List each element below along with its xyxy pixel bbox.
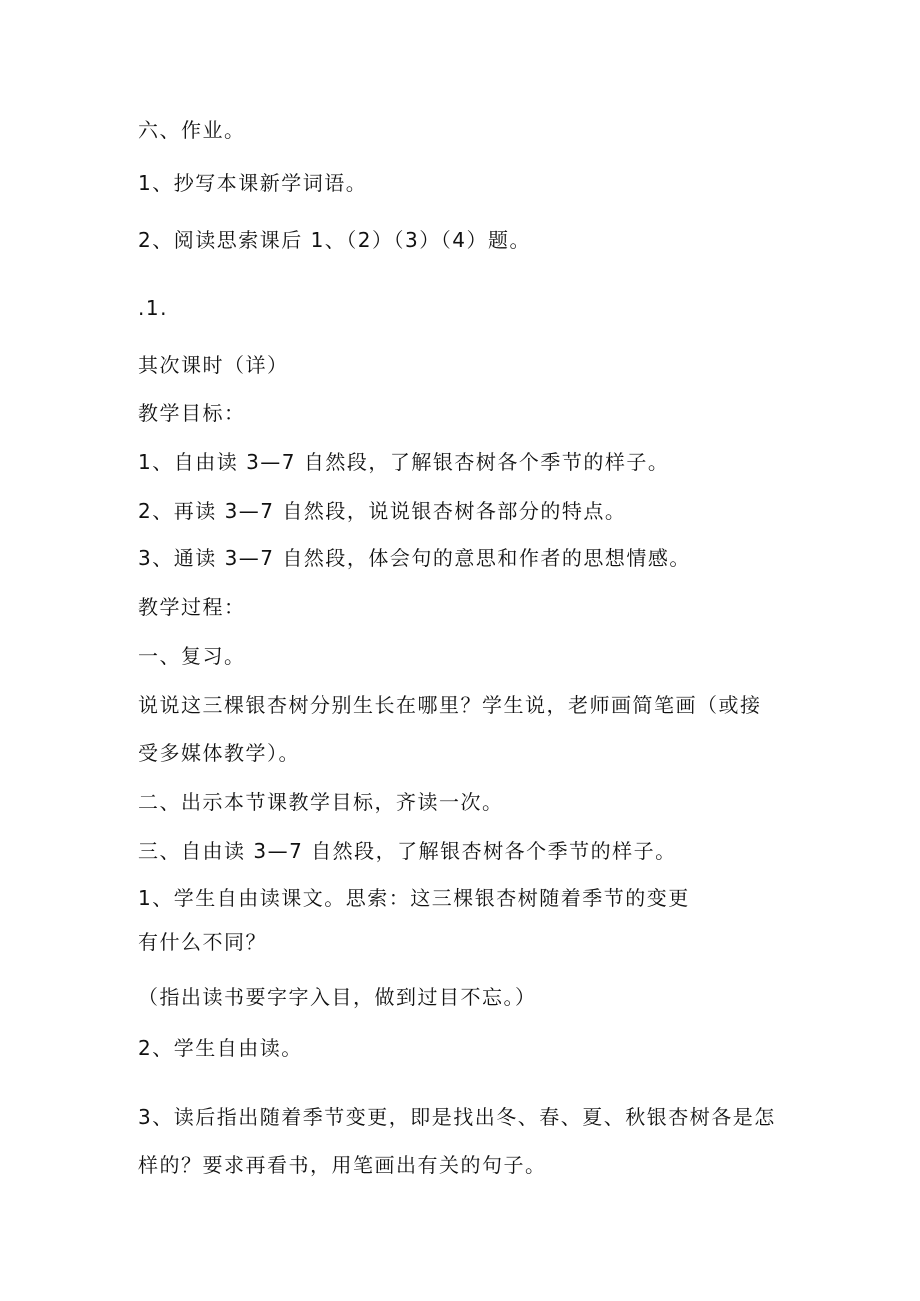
objective-1: 1、自由读 3—7 自然段，了解银杏树各个季节的样子。 (138, 450, 670, 474)
note-text: （指出读书要字字入目，做到过目不忘。） (138, 985, 537, 1009)
step-two: 二、出示本节课教学目标，齐读一次。 (138, 790, 504, 814)
substep-3-cont: 样的？要求再看书，用笔画出有关的句子。 (138, 1153, 547, 1177)
step-three: 三、自由读 3—7 自然段，了解银杏树各个季节的样子。 (138, 839, 677, 863)
page-number: .1. (138, 296, 168, 320)
step-review: 一、复习。 (138, 644, 246, 668)
objective-2: 2、再读 3—7 自然段，说说银杏树各部分的特点。 (138, 499, 627, 523)
heading-homework: 六、作业。 (138, 118, 246, 142)
substep-2: 2、学生自由读。 (138, 1036, 303, 1060)
heading-process: 教学过程： (138, 595, 246, 619)
homework-item-1: 1、抄写本课新学词语。 (138, 171, 368, 195)
paragraph-text: 受多媒体教学）。 (138, 741, 300, 765)
substep-1: 1、学生自由读课文。思索：这三棵银杏树随着季节的变更 (138, 886, 690, 910)
paragraph-text: 说说这三棵银杏树分别生长在哪里？学生说，老师画简笔画（或接 (138, 693, 762, 717)
substep-3: 3、读后指出随着季节变更，即是找出冬、春、夏、秋银杏树各是怎 (138, 1105, 776, 1129)
section-title: 其次课时（详） (138, 353, 289, 377)
heading-objectives: 教学目标： (138, 401, 246, 425)
substep-1-cont: 有什么不同？ (138, 930, 267, 954)
objective-3: 3、通读 3—7 自然段，体会句的意思和作者的思想情感。 (138, 546, 691, 570)
homework-item-2: 2、阅读思索课后 1、（2）（3）（4）题。 (138, 228, 531, 252)
